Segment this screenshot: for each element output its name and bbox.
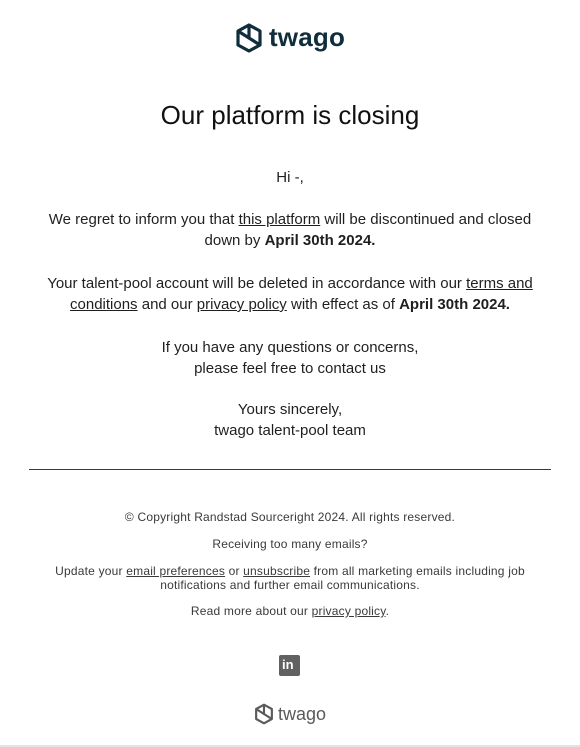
brand-wordmark: twago [268, 22, 346, 52]
linkedin-icon[interactable]: in [279, 655, 300, 676]
copyright: © Copyright Randstad Sourceright 2024. All rights reserved. [124, 510, 456, 524]
privacy-notice [50, 604, 530, 618]
deletion-text-3: with effect as of [286, 296, 400, 313]
closing-notice [30, 209, 550, 251]
too-many-emails: Receiving too many emails? [212, 537, 368, 551]
terms-link[interactable]: terms and conditions [70, 275, 533, 313]
read-more-period: . [385, 604, 390, 618]
update-or: or [225, 564, 244, 578]
deletion-date: April 30th 2024. [399, 296, 510, 313]
contact-line-2: please feel free to contact us [194, 360, 386, 377]
update-text-2: from all marketing emails including job notifications and further email communications. [160, 564, 525, 592]
page-title: Our platform is closing [160, 100, 420, 130]
email-preferences-link[interactable]: email preferences [126, 564, 226, 578]
signoff: Yours sincerely, [237, 401, 343, 418]
contact-line-1: If you have any questions or concerns, [161, 339, 419, 356]
greeting: Hi -, [276, 169, 304, 186]
notice-text: We regret to inform you that [48, 211, 239, 228]
signature [30, 399, 550, 441]
brand-logo[interactable] [0, 22, 580, 53]
notice-text-2: will be discontinued and closed down by [204, 211, 532, 249]
update-text: Update your [55, 564, 127, 578]
footer-logo[interactable] [0, 703, 580, 725]
twago-logo-small-icon [254, 703, 274, 725]
footer-wordmark: twago [277, 703, 327, 724]
privacy-policy-link[interactable]: privacy policy [196, 296, 287, 313]
email-preferences-notice [50, 564, 530, 592]
team-name: twago talent-pool team [214, 422, 366, 439]
unsubscribe-link[interactable]: unsubscribe [243, 564, 311, 578]
twago-logo-icon [235, 23, 263, 53]
divider [29, 469, 551, 470]
deletion-text-2: and our [137, 296, 197, 313]
this-platform-link[interactable]: this platform [238, 211, 321, 228]
footer-privacy-link[interactable]: privacy policy [311, 604, 386, 618]
deletion-text: Your talent-pool account will be deleted in accordance with our [47, 275, 467, 292]
read-more-text: Read more about our [190, 604, 312, 618]
account-deletion-notice [30, 273, 550, 315]
closing-date: April 30th 2024. [264, 232, 376, 249]
contact-notice [30, 337, 550, 379]
